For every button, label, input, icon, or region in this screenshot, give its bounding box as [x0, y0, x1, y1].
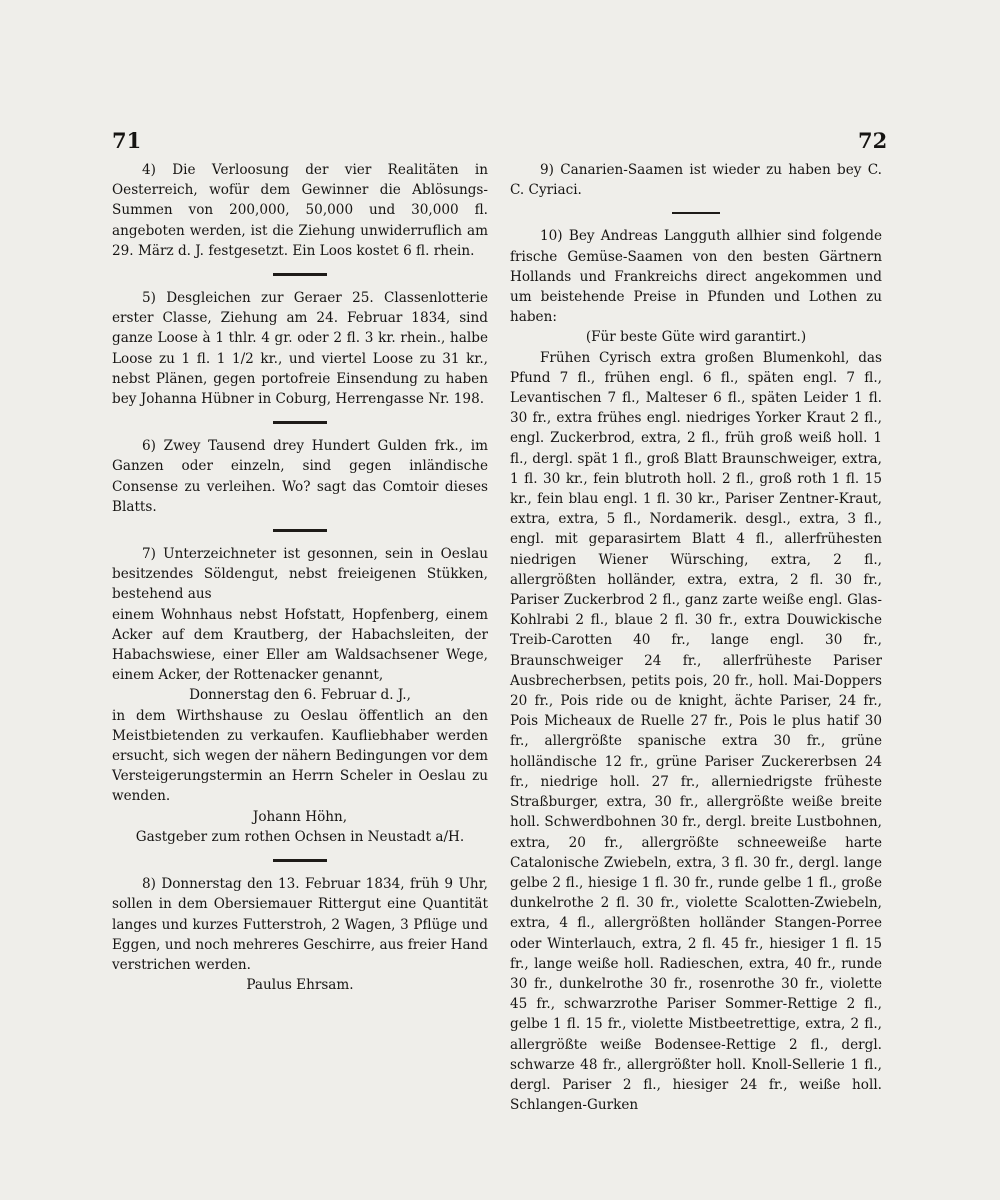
notice-10-guarantee: (Für beste Güte wird garantirt.) — [585, 329, 807, 346]
right-column — [510, 160, 882, 1115]
notice-8: 8) Donnerstag den 13. Februar 1834, früh 9 Uhr, sollen in dem Obersiemauer Rittergut eine Quantität langes und kurzes Futterstroh, 2 Wagen, 3 Pflüge und Eggen, und noch mehreres Geschirre, aus freier Hand verstrichen werden. — [112, 876, 488, 973]
notice-5: 5) Desgleichen zur Geraer 25. Classenlotterie erster Classe, Ziehung am 24. Februar 1834, sind ganze Loose à 1 thlr. 4 gr. oder 2 fl. 3 kr. rhein., halbe Loose zu 1 fl. 1 1/2 kr., und viertel Loose zu 31 kr., nebst Plänen, gegen portofreie Einsendung zu haben bey Johanna Hübner in Coburg, Herrengasse Nr. 198. — [112, 290, 488, 408]
notice-4: 4) Die Verloosung der vier Realitäten in Oesterreich, wofür dem Gewinner die Ablösungs-Summen von 200,000, 50,000 und 30,000 fl. angeboten werden, ist die Ziehung unwiderruflich am 29. März d. J. festgesetzt. Ein Loos kostet 6 fl. rhein. — [112, 162, 488, 259]
notice-7-body: in dem Wirthshause zu Oeslau öffentlich an den Meistbietenden zu verkaufen. Kaufliebhaber werden ersucht, sich wegen der nähern Bedingungen vor dem Versteigerungstermin an Herrn Scheler in Oeslau zu wenden. — [112, 707, 488, 805]
notice-10: 10) Bey Andreas Langguth allhier sind folgende frische Gemüse-Saamen von den besten Gärtnern Hollands und Frankreichs direct angekommen und um beistehende Preise in Pfunden und Lothen zu haben: — [510, 228, 882, 326]
separator-rule — [672, 212, 720, 214]
notice-7-signature-title: Gastgeber zum rothen Ochsen in Neustadt a/H. — [135, 828, 465, 845]
separator-rule — [273, 273, 327, 276]
notice-6: 6) Zwey Tausend drey Hundert Gulden frk., im Ganzen oder einzeln, sind gegen inländische Consense zu verleihen. Wo? sagt das Comtoir dieses Blatts. — [112, 438, 488, 515]
notice-9: 9) Canarien-Saamen ist wieder zu haben bey C. C. Cyriaci. — [510, 162, 882, 199]
notice-7-date: Donnerstag den 6. Februar d. J., — [189, 687, 411, 704]
notice-7-signature-name: Johann Höhn, — [252, 808, 348, 825]
left-column — [112, 160, 488, 995]
notice-8-signature: Paulus Ehrsam. — [246, 977, 354, 994]
notice-7-intro: 7) Unterzeichneter ist gesonnen, sein in Oeslau besitzendes Söldengut, nebst freieigenen Stükken, bestehend aus — [112, 546, 488, 603]
separator-rule — [273, 859, 327, 862]
page-number-right: 72 — [858, 128, 888, 153]
notice-7-list: einem Wohnhaus nebst Hofstatt, Hopfenberg, einem Acker auf dem Krautberg, der Habachsleiten, der Habachswiese, einer Eller am Waldsachsener Wege, einem Acker, der Rottenacker genannt, — [112, 606, 488, 684]
page-number-left: 71 — [112, 128, 142, 153]
notice-10-seed-list: Frühen Cyrisch extra großen Blumenkohl, das Pfund 7 fl., frühen engl. 6 fl., späten engl. 7 fl., Levantischen 7 fl., Malteser 6 fl., späten Leider 1 fl. 30 fr., extra frühes engl. niedriges Yorker Kraut 2 fl., engl. Zuckerbrod, extra, 2 fl., früh groß weiß holl. 1 fl., dergl. spät 1 fl., groß Blatt Braunschweiger, extra, 1 fl. 30 kr., fein blutroth holl. 2 fl., groß roth 1 fl. 15 kr., fein blau engl. 1 fl. 30 kr., Pariser Zentner-Kraut, extra, extra, 5 fl., Nordamerik. desgl., extra, 3 fl., engl. mit geparasirtem Blatt 4 fl., allerfrühesten niedrigen Wiener Würsching, extra, 2 fl., allergrößten holländer, extra, extra, 2 fl. 30 fr., Pariser Zuckerbrod 2 fl., ganz zarte weiße engl. Glas-Kohlrabi 2 fl., blaue 2 fl. 30 fr., extra Douwickische Treib-Carotten 40 fr., lange engl. 30 fr., Braunschweiger 24 fr., allerfrüheste Pariser Ausbrecherbsen, petits pois, 20 fr., holl. Mai-Doppers 20 fr., Pois ride ou de knight, ächte Pariser, 24 fr., Pois Micheaux de Ruelle 27 fr., Pois le plus hatif 30 fr., allergrößte spanische extra 30 fr., grüne holländische 12 fr., grüne Pariser Zuckererbsen 24 fr., niedrige holl. 27 fr., allerniedrigste früheste Straßburger, extra, 30 fr., allergrößte weiße breite holl. Schwerdbohnen 30 fr., dergl. breite Lustbohnen, extra, 20 fr., allergrößte schneeweiße harte Catalonische Zwiebeln, extra, 3 fl. 30 fr., dergl. lange gelbe 2 fl., hiesige 1 fl. 30 fr., runde gelbe 1 fl., große dunkelrothe 2 fl. 30 fr., violette Scalotten-Zwiebeln, extra, 4 fl., allergrößten holländer Stangen-Porree oder Winterlauch, extra, 2 fl. 45 fr., hiesiger 1 fl. 15 fr., lange weiße holl. Radieschen, extra, 40 fr., runde 30 fr., dunkelrothe 30 fr., rosenrothe 30 fr., violette 45 fr., schwarzrothe Pariser Sommer-Rettige 2 fl., gelbe 1 fl. 15 fr., violette Mistbeetrettige, extra, 2 fl., allergrößte weiße Bodensee-Rettige 2 fl., dergl. schwarze 48 fr., allergrößter holl. Knoll-Sellerie 1 fl., dergl. Pariser 2 fl., hiesiger 24 fr., weiße holl. Schlangen-Gurken — [510, 349, 882, 1114]
separator-rule — [273, 421, 327, 424]
separator-rule — [273, 529, 327, 532]
